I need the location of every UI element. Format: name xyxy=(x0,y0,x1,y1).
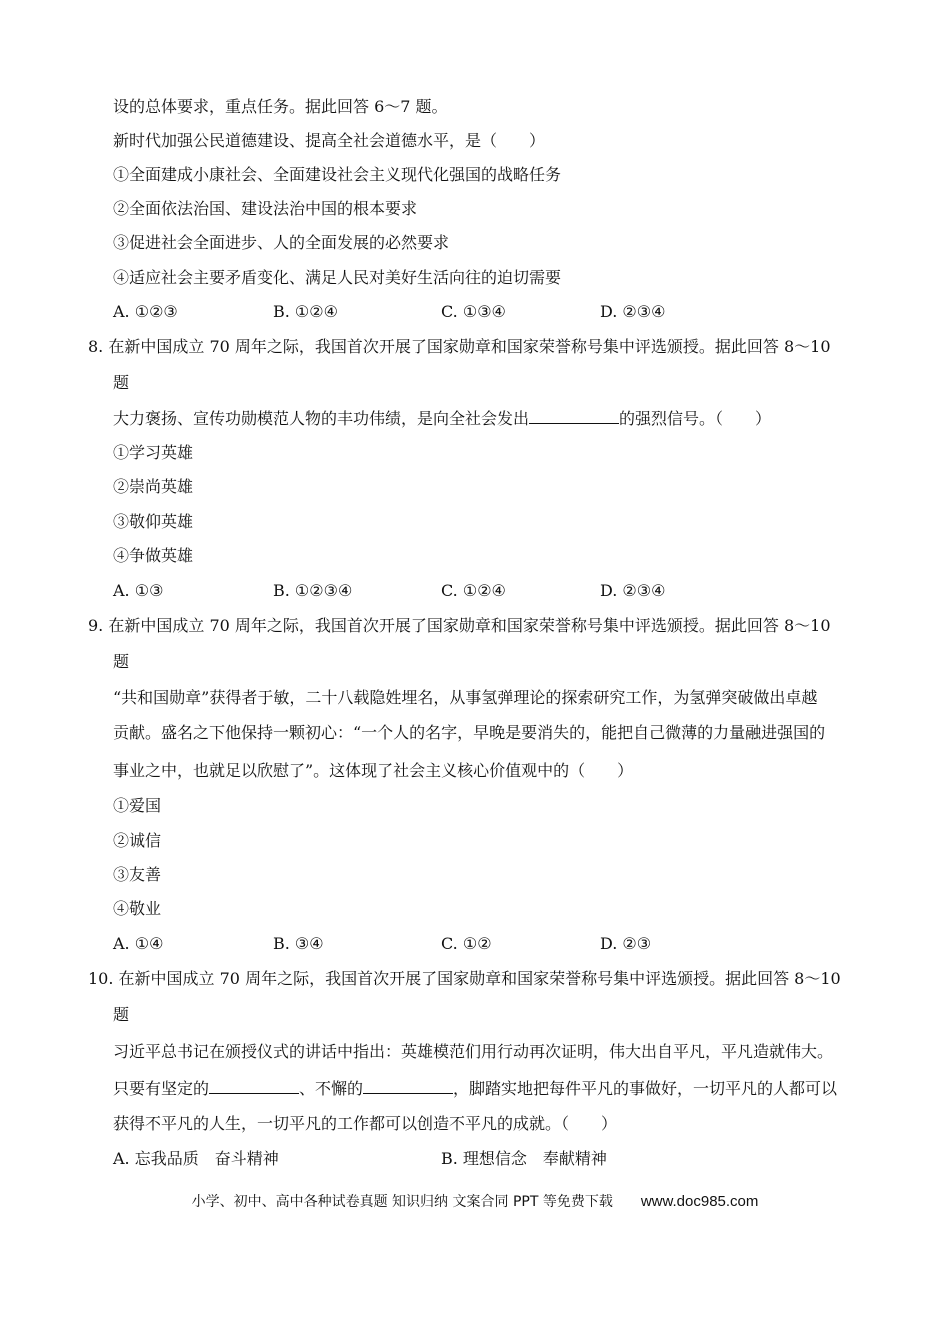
fill-blank xyxy=(363,1077,453,1094)
option-a: A. ①③ xyxy=(113,581,164,600)
statement-item: ④适应社会主要矛盾变化、满足人民对美好生活向往的迫切需要 xyxy=(113,268,562,287)
question-stem: 新时代加强公民道德建设、提高全社会道德水平，是（ ） xyxy=(113,131,546,150)
footer-link[interactable]: www.doc985.com xyxy=(640,1193,759,1210)
question-10-heading-cont: 题 xyxy=(113,1005,130,1024)
stem-text: ，脚踏实地把每件平凡的事做好，一切平凡的人都可以 xyxy=(453,1079,838,1098)
question-9-body: 贡献。盛名之下他保持一颗初心：“一个人的名字，早晚是要消失的，能把自己微薄的力量融进强国的 xyxy=(113,723,826,742)
statement-item: ③促进社会全面进步、人的全面发展的必然要求 xyxy=(113,233,450,252)
stem-text: 大力褒扬、宣传功勋模范人物的丰功伟绩，是向全社会发出 xyxy=(113,409,530,428)
option-a: A. 忘我品质 奋斗精神 xyxy=(113,1149,279,1168)
question-10-heading: 10. 在新中国成立 70 周年之际，我国首次开展了国家勋章和国家荣誉称号集中评选颁授。据此回答 8～10 xyxy=(88,969,841,988)
statement-item: ④争做英雄 xyxy=(113,546,194,565)
statement-item: ②全面依法治国、建设法治中国的根本要求 xyxy=(113,199,418,218)
statement-item: ①学习英雄 xyxy=(113,443,194,462)
option-b: B. ①②④ xyxy=(273,302,338,321)
statement-item: ①全面建成小康社会、全面建设社会主义现代化强国的战略任务 xyxy=(113,165,562,184)
question-10-body: 获得不平凡的人生，一切平凡的工作都可以创造不平凡的成就。（ ） xyxy=(113,1114,618,1133)
option-c: C. ①③④ xyxy=(441,302,506,321)
fill-blank xyxy=(209,1077,299,1094)
option-d: D. ②③ xyxy=(600,934,652,953)
statement-item: ②诚信 xyxy=(113,831,162,850)
stem-text: 、不懈的 xyxy=(299,1079,364,1098)
option-a: A. ①④ xyxy=(113,934,164,953)
option-c: C. ①② xyxy=(441,934,492,953)
question-10-body xyxy=(113,1077,837,1100)
question-9-body: 事业之中，也就足以欣慰了”。这体现了社会主义核心价值观中的（ ） xyxy=(113,761,634,780)
statement-item: ②崇尚英雄 xyxy=(113,477,194,496)
fill-blank xyxy=(529,407,619,424)
question-8-heading-cont: 题 xyxy=(113,373,130,392)
option-b: B. 理想信念 奉献精神 xyxy=(441,1149,607,1168)
statement-item: ③友善 xyxy=(113,865,162,884)
option-d: D. ②③④ xyxy=(600,302,666,321)
option-b: B. ③④ xyxy=(273,934,324,953)
stem-text: 只要有坚定的 xyxy=(113,1079,210,1098)
question-9-heading-cont: 题 xyxy=(113,652,130,671)
question-8-stem xyxy=(113,407,771,430)
statement-item: ①爱国 xyxy=(113,796,162,815)
question-9-heading: 9. 在新中国成立 70 周年之际，我国首次开展了国家勋章和国家荣誉称号集中评选颁授。据此回答 8～10 xyxy=(88,616,831,635)
stem-text: 的强烈信号。（ ） xyxy=(619,409,772,428)
footer-text: 小学、初中、高中各种试卷真题 知识归纳 文案合同 PPT 等免费下载 xyxy=(191,1194,613,1210)
question-9-body: “共和国勋章”获得者于敏，二十八载隐姓埋名，从事氢弹理论的探索研究工作，为氢弹突破做出卓越 xyxy=(113,688,818,707)
option-c: C. ①②④ xyxy=(441,581,506,600)
statement-item: ④敬业 xyxy=(113,899,162,918)
option-b: B. ①②③④ xyxy=(273,581,353,600)
question-8-heading: 8. 在新中国成立 70 周年之际，我国首次开展了国家勋章和国家荣誉称号集中评选颁授。据此回答 8～10 xyxy=(88,337,831,356)
option-a: A. ①②③ xyxy=(113,302,178,321)
question-10-body: 习近平总书记在颁授仪式的讲话中指出：英雄模范们用行动再次证明，伟大出自平凡，平凡造就伟大。 xyxy=(113,1042,834,1061)
intro-line: 设的总体要求，重点任务。据此回答 6～7 题。 xyxy=(113,97,448,116)
statement-item: ③敬仰英雄 xyxy=(113,512,194,531)
page-footer xyxy=(0,1191,950,1211)
option-d: D. ②③④ xyxy=(600,581,666,600)
